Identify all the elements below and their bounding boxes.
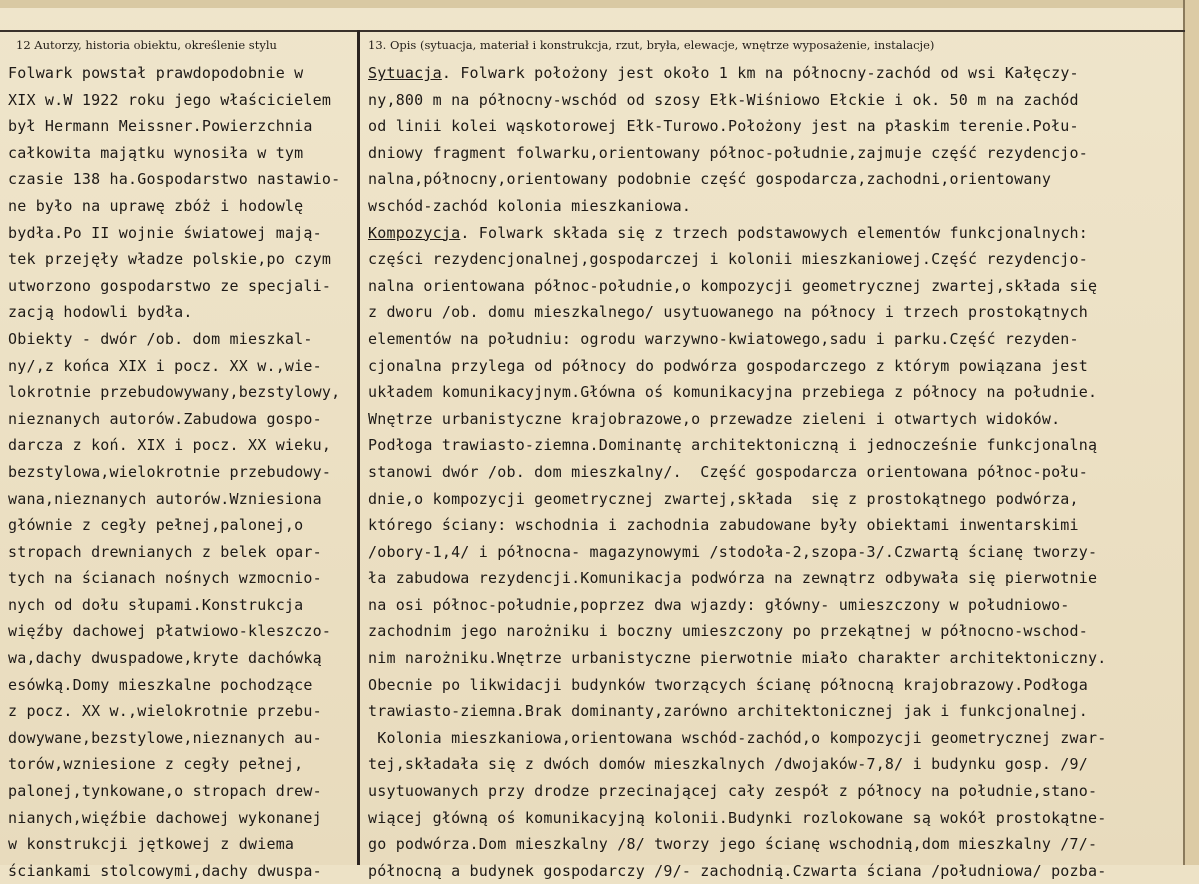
history-text-line: w konstrukcji jętkowej z dwiema	[8, 835, 295, 854]
description-text-line	[368, 805, 1183, 832]
description-text-line	[368, 725, 1183, 752]
description-text-line	[368, 512, 1183, 539]
history-text-line: więźby dachowej płatwiowo-kleszczo-	[8, 622, 332, 641]
description-text-line	[368, 858, 1183, 884]
history-text-column	[8, 60, 354, 884]
history-text-line: nianych,więźbie dachowej wykonanej	[8, 808, 322, 827]
description-text: . Folwark składa się z trzech podstawowych elementów funkcjonalnych:	[460, 223, 1089, 242]
description-text-line	[368, 645, 1183, 672]
description-text-column	[368, 60, 1183, 884]
description-text: /obory-1,4/ i północna- magazynowymi /stodoła-2,szopa-3/.Czwartą ścianę tworzy-	[368, 542, 1098, 561]
description-text: od linii kolei wąskotorowej Ełk-Turowo.Położony jest na płaskim terenie.Połu-	[368, 117, 1079, 136]
history-text-line: wa,dachy dwuspadowe,kryte dachówką	[8, 649, 322, 668]
paper-top-edge	[0, 0, 1199, 8]
description-text: ła zabudowa rezydencji.Komunikacja podwórza na zewnątrz odbywała się pierwotnie	[368, 569, 1098, 588]
description-text-line	[368, 672, 1183, 699]
description-text-line	[368, 618, 1183, 645]
history-text-line: darcza z koń. XIX i pocz. XX wieku,	[8, 436, 332, 455]
description-text: . Folwark położony jest około 1 km na północny-zachód od wsi Kałęczy-	[441, 64, 1079, 82]
history-text-line: lokrotnie przebudowywany,bezstylowy,	[8, 383, 341, 402]
description-text-line	[368, 60, 1183, 87]
history-text-line: czasie 138 ha.Gospodarstwo nastawio-	[8, 170, 341, 189]
description-text: stanowi dwór /ob. dom mieszkalny/. Część gospodarcza orientowana północ-połu-	[368, 462, 1088, 481]
left-field-header: 12 Autorzy, historia obiektu, określenie stylu	[16, 38, 277, 52]
description-text: nim narożniku.Wnętrze urbanistyczne pierwotnie miało charakter architektoniczny.	[368, 649, 1107, 668]
description-text: dniowy fragment folwarku,orientowany północ-południe,zajmuje część rezydencjo-	[368, 143, 1088, 162]
description-text-line	[368, 326, 1183, 353]
description-text-line	[368, 459, 1183, 486]
history-text-line: nieznanych autorów.Zabudowa gospo-	[8, 409, 322, 428]
description-text-line	[368, 406, 1183, 433]
description-text-line	[368, 539, 1183, 566]
history-text-line: ne było na uprawę zbóż i hodowlę	[8, 196, 304, 215]
description-text-line	[368, 113, 1183, 140]
history-text-line: był Hermann Meissner.Powierzchnia	[8, 117, 313, 136]
history-text-line: całkowita majątku wynosiła w tym	[8, 143, 304, 162]
form-top-rule	[0, 30, 1185, 32]
description-text-line	[368, 353, 1183, 380]
history-text-line: ściankami stolcowymi,dachy dwuspa-	[8, 861, 322, 880]
history-text-line: Folwark powstał prawdopodobnie w	[8, 64, 304, 82]
section-heading: Sytuacja	[368, 64, 442, 82]
description-text: Obecnie po likwidacji budynków tworzących ścianę północną krajobrazowy.Podłoga	[368, 675, 1088, 694]
description-text: ny,800 m na północny-wschód od szosy Ełk-Wiśniowo Ełckie i ok. 50 m na zachód	[368, 90, 1079, 109]
description-text: wschód-zachód kolonia mieszkaniowa.	[368, 196, 692, 215]
description-text-line	[368, 166, 1183, 193]
description-text-line	[368, 751, 1183, 778]
history-text-line: wana,nieznanych autorów.Wzniesiona	[8, 489, 322, 508]
history-text-line: dowywane,bezstylowe,nieznanych au-	[8, 728, 322, 747]
description-text-line	[368, 220, 1183, 247]
description-text-line	[368, 193, 1183, 220]
history-text-line: esówką.Domy mieszkalne pochodzące	[8, 675, 313, 694]
description-text-line	[368, 87, 1183, 114]
history-text-line: nych od dołu słupami.Konstrukcja	[8, 595, 304, 614]
section-heading: Kompozycja	[368, 223, 461, 242]
description-text-line	[368, 592, 1183, 619]
history-text-line: utworzono gospodarstwo ze specjali-	[8, 276, 332, 295]
description-text: Kolonia mieszkaniowa,orientowana wschód-zachód,o kompozycji geometrycznej zwar-	[368, 728, 1107, 747]
description-text: trawiasto-ziemna.Brak dominanty,zarówno architektonicznej jak i funkcjonalnej.	[368, 702, 1088, 721]
history-text-line: stropach drewnianych z belek opar-	[8, 542, 322, 561]
description-text-line	[368, 432, 1183, 459]
history-text-line: tek przejęły władze polskie,po czym	[8, 250, 332, 269]
description-text: którego ściany: wschodnia i zachodnia zabudowane były obiektami inwentarskimi	[368, 516, 1079, 535]
history-text-line: torów,wzniesione z cegły pełnej,	[8, 755, 304, 774]
right-field-header: 13. Opis (sytuacja, materiał i konstrukcja, rzut, bryła, elewacje, wnętrze wyposażenie, instalacje)	[368, 38, 935, 52]
description-text-line	[368, 831, 1183, 858]
description-text-line	[368, 246, 1183, 273]
description-text: nalna,północny,orientowany podobnie część gospodarcza,zachodni,orientowany	[368, 170, 1052, 189]
description-text-line	[368, 379, 1183, 406]
description-text: elementów na południu: ogrodu warzywno-kwiatowego,sadu i parku.Część rezyden-	[368, 329, 1079, 348]
description-text-line	[368, 140, 1183, 167]
history-text-line: Obiekty - dwór /ob. dom mieszkal-	[8, 329, 313, 348]
description-text: północną a budynek gospodarczy /9/- zachodnią.Czwarta ściana /południowa/ pozba-	[368, 861, 1107, 880]
description-text-line	[368, 273, 1183, 300]
description-text: Wnętrze urbanistyczne krajobrazowe,o przewadze zieleni i otwartych widoków.	[368, 409, 1061, 428]
column-divider	[357, 30, 360, 865]
description-text: cjonalna przylega od północy do podwórza gospodarczego z którym powiązana jest	[368, 356, 1088, 375]
history-text-line: bydła.Po II wojnie światowej mają-	[8, 223, 322, 242]
history-text-line: z pocz. XX w.,wielokrotnie przebu-	[8, 702, 322, 721]
description-text-line	[368, 698, 1183, 725]
description-text: z dworu /ob. domu mieszkalnego/ usytuowanego na północy i trzech prostokątnych	[368, 303, 1088, 322]
description-text-line	[368, 486, 1183, 513]
description-text-line	[368, 778, 1183, 805]
history-text-line: głównie z cegły pełnej,palonej,o	[8, 516, 304, 535]
description-text-line	[368, 565, 1183, 592]
description-text: nalna orientowana północ-południe,o kompozycji geometrycznej zwartej,składa się	[368, 276, 1098, 295]
description-text: zachodnim jego narożniku i boczny umieszczony po przekątnej w północno-wschod-	[368, 622, 1088, 641]
description-text: usytuowanych przy drodze przecinającej cały zespół z północy na południe,stano-	[368, 782, 1098, 801]
history-text-line: tych na ścianach nośnych wzmocnio-	[8, 569, 322, 588]
description-text: go podwórza.Dom mieszkalny /8/ tworzy jego ścianę wschodnią,dom mieszkalny /7/-	[368, 835, 1098, 854]
description-text: części rezydencjonalnej,gospodarczej i kolonii mieszkaniowej.Część rezydencjo-	[368, 250, 1088, 269]
paper-right-edge	[1183, 0, 1199, 865]
description-text: układem komunikacyjnym.Główna oś komunikacyjna przebiega z północy na południe.	[368, 383, 1098, 402]
history-text-line: ny/,z końca XIX i pocz. XX w.,wie-	[8, 356, 322, 375]
history-text-line: palonej,tynkowane,o stropach drew-	[8, 782, 322, 801]
description-text: dnie,o kompozycji geometrycznej zwartej,składa się z prostokątnego podwórza,	[368, 489, 1079, 508]
description-text-line	[368, 299, 1183, 326]
description-text: wiącej główną oś komunikacyjną kolonii.Budynki rozlokowane są wokół prostokątne-	[368, 808, 1107, 827]
history-text-line: bezstylowa,wielokrotnie przebudowy-	[8, 462, 332, 481]
description-text: Podłoga trawiasto-ziemna.Dominantę architektoniczną i jednocześnie funkcjonalną	[368, 436, 1098, 455]
description-text: tej,składała się z dwóch domów mieszkalnych /dwojaków-7,8/ i budynku gosp. /9/	[368, 755, 1088, 774]
description-text: na osi północ-południe,poprzez dwa wjazdy: główny- umieszczony w południowo-	[368, 595, 1070, 614]
history-text-line: XIX w.W 1922 roku jego właścicielem	[8, 90, 332, 109]
history-text-line: zacją hodowli bydła.	[8, 303, 193, 322]
